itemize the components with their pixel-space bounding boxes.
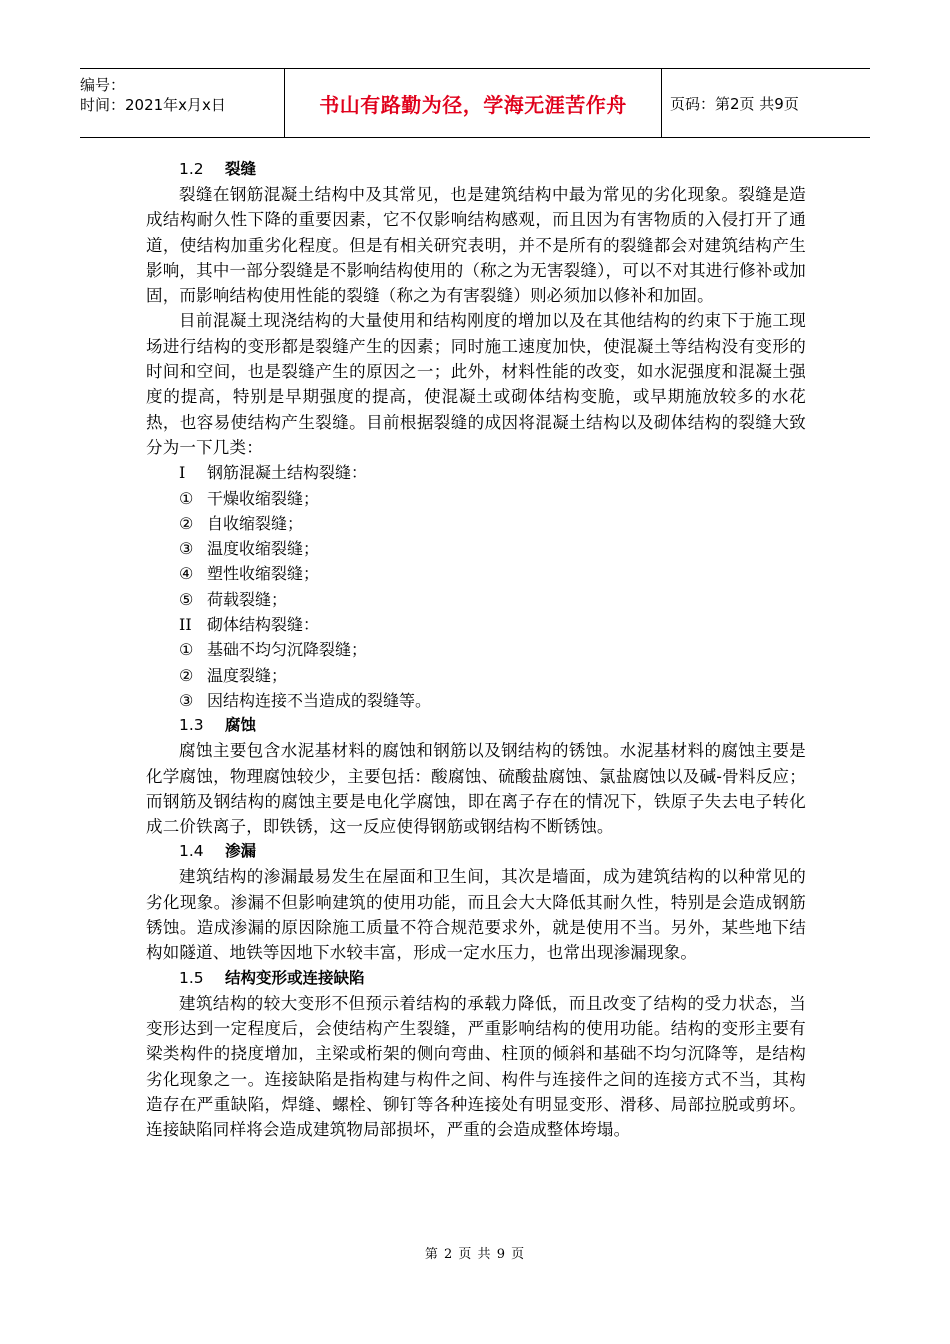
list-marker: ① bbox=[179, 640, 194, 660]
section-number: 1.5 bbox=[179, 968, 204, 987]
paragraph: 建筑结构的渗漏最易发生在屋面和卫生间，其次是墙面，成为建筑结构的以种常见的劣化现象。渗漏不但影响建筑的使用功能，而且会大大降低其耐久性，特别是会造成钢筋锈蚀。造成渗漏的原因除施工质量不符合规范要求外，就是使用不当。另外，某些地下结构如隧道、地铁等因地下水较丰富，形成一定水压力，也常出现渗漏现象。 bbox=[146, 867, 806, 963]
header-meta bbox=[80, 69, 284, 137]
list-item bbox=[146, 637, 806, 662]
section-number: 1.3 bbox=[179, 716, 204, 735]
header-motto: 书山有路勤为径，学海无涯苦作舟 bbox=[284, 69, 662, 137]
section-number: 1.2 bbox=[179, 160, 204, 178]
list-marker: I bbox=[179, 463, 186, 483]
list-marker: ③ bbox=[179, 539, 194, 559]
list-item bbox=[146, 511, 806, 536]
section-heading-1-5 bbox=[146, 966, 806, 991]
section-title: 渗漏 bbox=[225, 842, 257, 861]
list-marker: ⑤ bbox=[179, 589, 194, 609]
header-page: 页码：第2页 共9页 bbox=[670, 94, 799, 113]
list-text: 干燥收缩裂缝； bbox=[207, 488, 320, 508]
list-text: 塑性收缩裂缝； bbox=[207, 564, 320, 584]
list-item bbox=[146, 587, 806, 612]
list-text: 钢筋混凝土结构裂缝： bbox=[207, 463, 368, 483]
list-text: 温度裂缝； bbox=[207, 665, 288, 685]
section-title: 结构变形或连接缺陷 bbox=[225, 968, 365, 987]
list-marker: ② bbox=[179, 513, 194, 533]
section-heading-1-4 bbox=[146, 839, 806, 864]
list-item bbox=[146, 612, 806, 637]
list-item bbox=[146, 688, 806, 713]
list-text: 自收缩裂缝； bbox=[207, 513, 304, 533]
list-item bbox=[146, 460, 806, 485]
paragraph: 腐蚀主要包含水泥基材料的腐蚀和钢筋以及钢结构的锈蚀。水泥基材料的腐蚀主要是化学腐蚀，物理腐蚀较少，主要包括：酸腐蚀、硫酸盐腐蚀、氯盐腐蚀以及碱-骨料反应；而钢筋及钢结构的腐蚀主要是电化学腐蚀，即在离子存在的情况下，铁原子失去电子转化成二价铁离子，即铁锈，这一反应使得钢筋或钢结构不断锈蚀。 bbox=[146, 741, 806, 837]
document-body bbox=[146, 157, 806, 1142]
header-number: 编号： bbox=[80, 76, 126, 94]
section-title: 腐蚀 bbox=[225, 716, 257, 735]
list-marker: ② bbox=[179, 665, 194, 685]
list-marker: ① bbox=[179, 488, 194, 508]
list-item bbox=[146, 486, 806, 511]
list-item bbox=[146, 663, 806, 688]
list-text: 因结构连接不当造成的裂缝等。 bbox=[207, 690, 432, 710]
list-text: 温度收缩裂缝； bbox=[207, 539, 320, 559]
paragraph: 建筑结构的较大变形不但预示着结构的承载力降低，而且改变了结构的受力状态，当变形达到一定程度后，会使结构产生裂缝，严重影响结构的使用功能。结构的变形主要有梁类构件的挠度增加，主梁或桁架的侧向弯曲、柱顶的倾斜和基础不均匀沉降等，是结构劣化现象之一。连接缺陷是指构建与构件之间、构件与连接件之间的连接方式不当，其构造存在严重缺陷，焊缝、螺栓、铆钉等各种连接处有明显变形、滑移、局部拉脱或剪坏。连接缺陷同样将会造成建筑物局部损坏，严重的会造成整体垮塌。 bbox=[146, 993, 806, 1140]
list-item bbox=[146, 536, 806, 561]
list-marker: ④ bbox=[179, 564, 194, 584]
header-time: 时间：2021年x月x日 bbox=[80, 96, 226, 114]
paragraph: 目前混凝土现浇结构的大量使用和结构刚度的增加以及在其他结构的约束下于施工现场进行结构的变形都是裂缝产生的因素；同时施工速度加快，使混凝土等结构没有变形的时间和空间，也是裂缝产生的原因之一；此外，材料性能的改变，如水泥强度和混凝土强度的提高，特别是早期强度的提高，使混凝土或砌体结构变脆，或早期施放较多的水花热，也容易使结构产生裂缝。目前根据裂缝的成因将混凝土结构以及砌体结构的裂缝大致分为一下几类： bbox=[146, 311, 806, 457]
list-text: 基础不均匀沉降裂缝； bbox=[207, 640, 368, 660]
page-footer: 第 2 页 共 9 页 bbox=[424, 1247, 526, 1262]
list-text: 砌体结构裂缝： bbox=[207, 615, 320, 635]
section-heading-1-2 bbox=[146, 157, 806, 182]
section-number: 1.4 bbox=[179, 842, 204, 861]
list-marker: II bbox=[179, 615, 192, 635]
crack-type-list bbox=[146, 460, 806, 713]
page-header bbox=[80, 68, 870, 138]
list-text: 荷载裂缝； bbox=[207, 589, 288, 609]
list-item bbox=[146, 561, 806, 586]
section-heading-1-3 bbox=[146, 713, 806, 738]
section-title: 裂缝 bbox=[225, 160, 257, 178]
paragraph: 裂缝在钢筋混凝土结构中及其常见，也是建筑结构中最为常见的劣化现象。裂缝是造成结构耐久性下降的重要因素，它不仅影响结构感观，而且因为有害物质的入侵打开了通道，使结构加重劣化程度。但是有相关研究表明，并不是所有的裂缝都会对建筑结构产生影响，其中一部分裂缝是不影响结构使用的（称之为无害裂缝），可以不对其进行修补或加固，而影响结构使用性能的裂缝（称之为有害裂缝）则必须加以修补和加固。 bbox=[146, 185, 806, 306]
list-marker: ③ bbox=[179, 690, 194, 710]
